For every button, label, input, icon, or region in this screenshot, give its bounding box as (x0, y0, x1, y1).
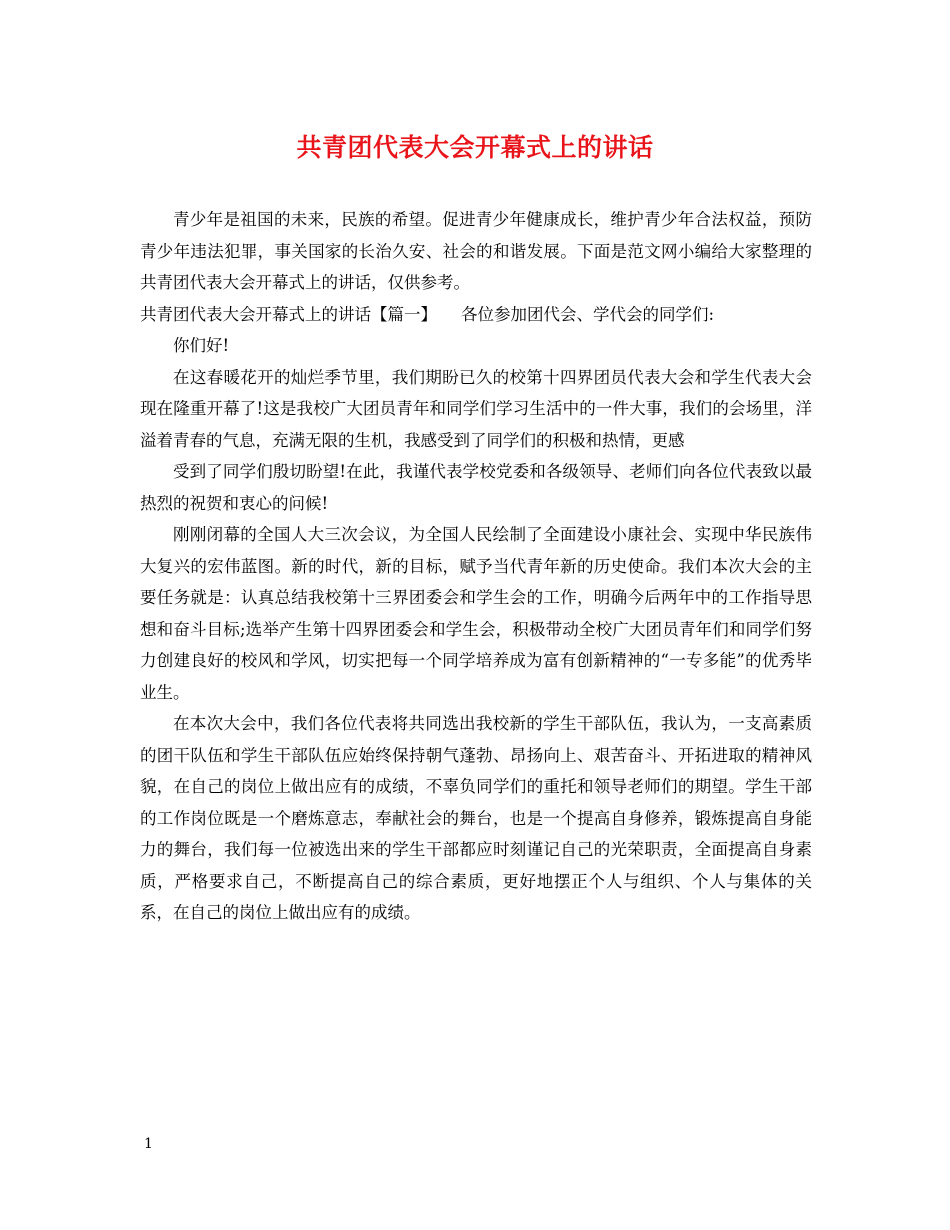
page-number: 1 (144, 1136, 153, 1152)
section-heading-line (140, 299, 812, 331)
body-paragraph-1: 在这春暖花开的灿烂季节里，我们期盼已久的校第十四界团员代表大会和学生代表大会现在隆重开幕了!这是我校广大团员青年和同学们学习生活中的一件大事，我们的会场里，洋溢着青春的气息，充满无限的生机，我感受到了同学们的积极和热情，更感 (140, 367, 812, 450)
document-title: 共青团代表大会开幕式上的讲话 (296, 133, 654, 162)
body-paragraph-4: 在本次大会中，我们各位代表将共同选出我校新的学生干部队伍，我认为，一支高素质的团干队伍和学生干部队伍应始终保持朝气蓬勃、昂扬向上、艰苦奋斗、开拓进取的精神风貌，在自己的岗位上做出应有的成绩，不辜负同学们的重托和领导老师们的期望。学生干部的工作岗位既是一个磨炼意志，奉献社会的舞台，也是一个提高自身修养，锻炼提高自身能力的舞台，我们每一位被选出来的学生干部都应时刻谨记自己的光荣职责，全面提高自身素质，严格要求自己，不断提高自己的综合素质，更好地摆正个人与组织、个人与集体的关系，在自己的岗位上做出应有的成绩。 (140, 714, 812, 922)
body-paragraph-3: 刚刚闭幕的全国人大三次会议，为全国人民绘制了全面建设小康社会、实现中华民族伟大复兴的宏伟蓝图。新的时代，新的目标，赋予当代青年新的历史使命。我们本次大会的主要任务就是：认真总结我校第十三界团委会和学生会的工作，明确今后两年中的工作指导思想和奋斗目标;选举产生第十四界团委会和学生会，积极带动全校广大团员青年们和同学们努力创建良好的校风和学风，切实把每一个同学培养成为富有创新精神的“一专多能”的优秀毕业生。 (140, 525, 812, 702)
greeting: 你们好! (173, 336, 230, 355)
intro-paragraph: 青少年是祖国的未来，民族的希望。促进青少年健康成长，维护青少年合法权益，预防青少年违法犯罪，事关国家的长治久安、社会的和谐发展。下面是范文网小编给大家整理的共青团代表大会开幕式上的讲话，仅供参考。 (140, 210, 812, 292)
document-body (140, 204, 812, 929)
body-paragraph-2: 受到了同学们殷切盼望!在此，我谨代表学校党委和各级领导、老师们向各位代表致以最热烈的祝贺和衷心的问候! (140, 462, 812, 513)
salutation: 各位参加团代会、学代会的同学们: (461, 304, 715, 324)
section-heading: 共青团代表大会开幕式上的讲话【篇一】 (140, 304, 437, 324)
